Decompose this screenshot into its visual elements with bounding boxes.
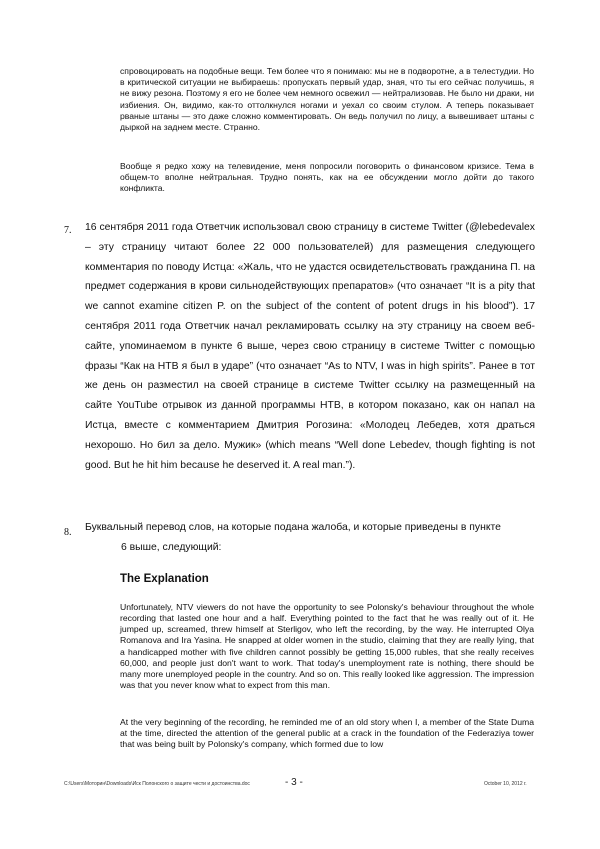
quote-paragraph-1: спровоцировать на подобные вещи. Тем более что я понимаю: мы не в подворотне, а в телестудии. Но в критической ситуации не выбираешь: пропускать первый удар, зная, что ты его сейчас получишь, я не вижу резона. Поэтому я его не более чем немного освежил — нейтрализовав. Не было ни драки, ни избиения. Он, видимо, как-то оттолкнулся ногами и уехал со своим стулом. А теперь показывает рваные штаны — это даже сложно комментировать. Он ведь получил по лицу, а вывешивает штаны с дыркой на заднем месте. Странно. xyxy=(120,66,534,133)
item-number-8: 8. xyxy=(64,527,72,538)
explanation-paragraph-2: At the very beginning of the recording, he reminded me of an old story when I, a member of the State Duma at the time, directed the attention of the general public at a crack in the foundation of the Federaziya tower that was being built by Polonsky's company, which formed due to low xyxy=(120,717,534,750)
explanation-paragraph-1: Unfortunately, NTV viewers do not have the opportunity to see Polonsky's behaviour throughout the whole recording that lasted one hour and a half. Everything pointed to the fact that he was really out of it. He jumped up, screamed, threw himself at Sterligov, who left the recording, by the way. He interrupted Olya Romanova and Ira Yasina. He snapped at older women in the studio, claiming that they are really lying, that a handicapped mother with five children cannot possibly be getting 15,000 rubles, that she really receives 60,000, and people just don't want to work. That today's unemployment rate is nothing, there should be many more unemployed people in the country. And so on. This really looked like aggression. The impression was that you never know what to expect from this man. xyxy=(120,602,534,691)
footer-date: October 10, 2012 г. xyxy=(484,781,527,787)
item-8-text xyxy=(85,518,535,558)
explanation-heading: The Explanation xyxy=(120,573,209,585)
item-number-7: 7. xyxy=(64,225,72,236)
footer-page-number: - 3 - xyxy=(285,777,303,788)
item-8-line-2: 6 выше, следующий: xyxy=(121,541,222,553)
footer-file-path: C:\Users\Моторин\Downloads\Иск Полонского о защите чести и достоинства.doc xyxy=(64,781,250,787)
quote-paragraph-2: Вообще я редко хожу на телевидение, меня попросили поговорить о финансовом кризисе. Тема в общем-то вполне нейтральная. Трудно понять, как на ее обсуждении могло дойти до такого конфликта. xyxy=(120,161,534,194)
item-8-line-1: Буквальный перевод слов, на которые подана жалоба, и которые приведены в пункте xyxy=(85,522,501,533)
item-7-text: 16 сентября 2011 года Ответчик использовал свою страницу в системе Twitter (@lebedevalex – эту страницу читают более 22 000 пользователей) для размещения следующего комментария по поводу Истца: «Жаль, что не удастся освидетельствовать гражданина П. на предмет содержания в крови сильнодействующих препаратов» (что означает “It is a pity that we cannot examine citizen P. on the subject of the content of potent drugs in his blood”). 17 сентября 2011 года Ответчик начал рекламировать ссылку на эту страницу на своем веб-сайте, упоминаемом в пункте 6 выше, через свою страницу в системе Twitter с помощью фразы “Как на НТВ я был в ударе” (что означает “As to NTV, I was in high spirits”. Ранее в тот же день он разместил на своей странице в системе Twitter ссылку на размещенный на сайте YouTube отрывок из данной программы НТВ, в котором показано, как он напал на Истца, вместе с комментарием Дмитрия Рогозина: «Молодец Лебедев, хотя драться нехорошо. Но бил за дело. Мужик» (which means “Well done Lebedev, though fighting is not good. But he hit him because he deserved it. A real man.”). xyxy=(85,222,535,471)
